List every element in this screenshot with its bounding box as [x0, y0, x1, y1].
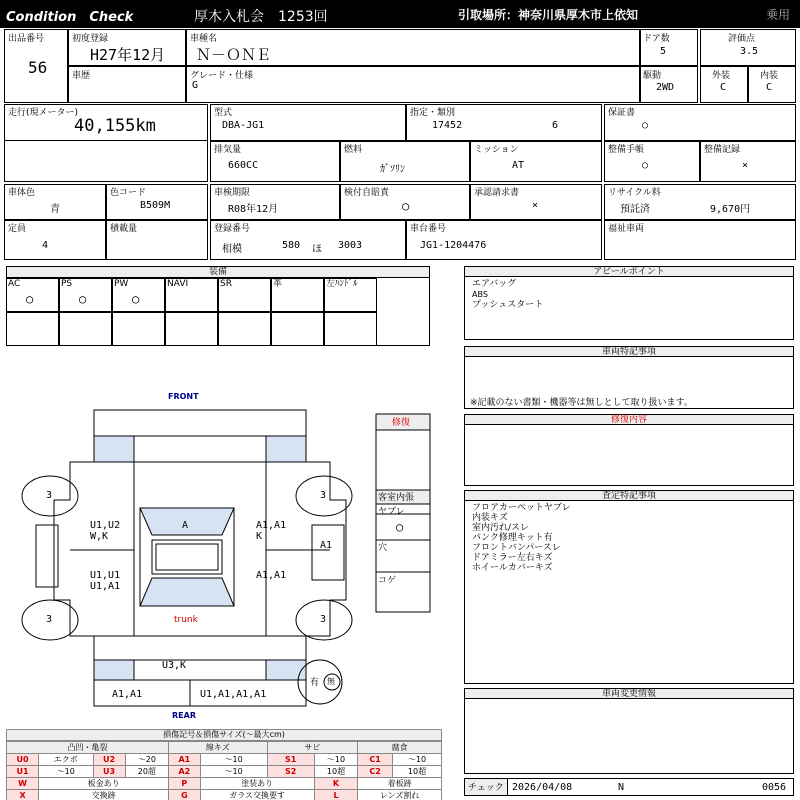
legend-cell: 10超: [314, 766, 358, 778]
tire-front-right: 3: [320, 490, 327, 501]
maint-record-value: ×: [742, 160, 749, 171]
history-label: 車歴: [72, 71, 91, 81]
legend-cell: サビ: [267, 742, 358, 754]
interior-koge: コゲ: [378, 576, 397, 586]
equipment-label: PS: [61, 279, 73, 289]
legend-cell: L: [314, 790, 358, 800]
insurance-value: ○: [402, 199, 410, 213]
capacity-value: 4: [42, 240, 49, 251]
equipment-value: ○: [132, 292, 140, 306]
mark-rear-right: U1,A1,A1,A1: [200, 689, 267, 700]
inspection-note-line: ドアミラー左右キズ: [472, 553, 553, 563]
equipment-value: ○: [79, 292, 87, 306]
equipment-label: 左ﾊﾝﾄﾞﾙ: [326, 279, 358, 289]
approval-value: ×: [532, 200, 539, 211]
legend-cell: C1: [358, 754, 393, 766]
check-date: 2026/04/08: [512, 782, 573, 793]
legend-row: [7, 754, 442, 766]
changes-title: 車両変更情報: [465, 689, 793, 699]
equipment-title: 装備: [7, 267, 429, 278]
capacity-label: 定員: [8, 224, 27, 234]
lot-label: 出品番号: [8, 34, 45, 44]
exterior-value: C: [720, 82, 727, 93]
exterior-label: 外装: [712, 71, 731, 81]
recycle-fee: 9,670円: [710, 204, 751, 215]
grade-value: G: [192, 80, 199, 91]
legend-cell: 20超: [125, 766, 169, 778]
special-note: ※記載のない書類・機器等は無しとして取り扱います。: [470, 398, 693, 408]
chassis-label: 車台番号: [410, 224, 447, 234]
recycle-label: リサイクル料: [608, 188, 661, 198]
reg-no-label: 登録番号: [214, 224, 251, 234]
first-reg-value: H27年12月: [90, 46, 166, 64]
equipment-blank-cell: [112, 312, 165, 346]
appeal-line-2: ABS: [472, 290, 488, 299]
grade-label: グレード・仕様: [190, 71, 254, 81]
legend-cell: P: [169, 778, 200, 790]
mark-right-side: A1: [320, 540, 333, 551]
car-diagram: [0, 380, 460, 725]
designation-label: 指定・類別: [410, 108, 456, 118]
changes-box: [464, 688, 794, 774]
maint-record-label: 整備記録: [704, 145, 741, 155]
inspection-notes-title: 査定特記事項: [465, 491, 793, 501]
equipment-blank-cell: [324, 312, 377, 346]
legend-cell: 〜10: [200, 754, 267, 766]
equipment-label: 革: [273, 279, 283, 289]
warranty-value: ○: [642, 120, 649, 131]
load-label: 積載量: [110, 224, 138, 234]
displacement-label: 排気量: [214, 145, 242, 155]
equipment-value: ○: [26, 292, 34, 306]
inspection-note-line: フロントバンパースレ: [472, 543, 561, 553]
diagram-trunk-label: trunk: [174, 615, 198, 625]
header-bar: [0, 0, 800, 28]
equipment-blank-cell: [59, 312, 112, 346]
legend-cell: 〜10: [39, 766, 93, 778]
equipment-label: AC: [8, 279, 21, 289]
repair-title: 修復内容: [465, 415, 793, 425]
legend-cell: 交換跡: [39, 790, 169, 800]
recycle-status: 預託済: [620, 204, 650, 215]
reg-num: 3003: [338, 240, 363, 251]
mark-left-front-door-2: W,K: [90, 531, 109, 542]
legend-cell: X: [7, 790, 39, 800]
legend-cell: 〜20: [125, 754, 169, 766]
color-code-value: B509M: [140, 200, 171, 211]
inspection-note-line: パンク修理キット有: [472, 533, 553, 543]
appeal-line-1: エアバッグ: [472, 279, 517, 289]
approval-label: 承認請求書: [474, 188, 520, 198]
equipment-blank-cell: [165, 312, 218, 346]
legend-cell: S2: [267, 766, 314, 778]
maint-book-value: ○: [642, 160, 649, 171]
appeal-title: アピールポイント: [465, 267, 793, 277]
type-label: 型式: [214, 108, 233, 118]
legend-cell: 〜10: [200, 766, 267, 778]
legend-cell: W: [7, 778, 39, 790]
legend-cell: U0: [7, 754, 39, 766]
interior-yabure-mark: ○: [396, 520, 404, 534]
mission-label: ミッション: [474, 145, 519, 155]
mark-left-rear-door: U1,U1: [90, 570, 121, 581]
legend-row: [7, 766, 442, 778]
mark-left-rear-door-2: U1,A1: [90, 581, 121, 592]
header-category: 乗用: [766, 8, 791, 22]
grade-box: [186, 66, 640, 103]
tire-rear-left: 3: [46, 614, 53, 625]
legend-cell: 板金あり: [39, 778, 169, 790]
legend-cell: ガラス交換要す: [200, 790, 314, 800]
legend-cell: エクボ: [39, 754, 93, 766]
inspection-note-line: ホイールカバーキズ: [472, 563, 553, 573]
interior-hole: 穴: [378, 543, 388, 553]
legend-cell: G: [169, 790, 200, 800]
type-value: DBA-JG1: [222, 120, 265, 131]
fuel-label: 燃料: [344, 145, 363, 155]
fuel-value: ｶﾞｿﾘﾝ: [380, 164, 405, 175]
legend-table: [6, 741, 442, 800]
equipment-blank-cell: [6, 312, 59, 346]
body-color-value: 青: [50, 204, 60, 215]
legend-cell: 〜10: [392, 754, 441, 766]
inspection-note-line: フロアカーペットヤブレ: [472, 503, 571, 513]
appeal-line-3: プッシュスタート: [472, 300, 544, 310]
reg-class: 580: [282, 240, 301, 251]
tire-rear-right: 3: [320, 614, 327, 625]
equipment-label: NAVI: [167, 279, 189, 289]
legend-cell: 着板跡: [358, 778, 442, 790]
mileage-label: 走行(現メーター): [8, 108, 79, 118]
lot-value: 56: [28, 58, 48, 77]
diagram-front-label: FRONT: [168, 392, 199, 401]
maint-book-label: 整備手帳: [608, 145, 645, 155]
welfare-label: 福祉車両: [608, 224, 645, 234]
chassis-value: JG1-1204476: [420, 240, 487, 251]
mark-right-rear-door: A1,A1: [256, 570, 287, 581]
check-code: N: [618, 782, 625, 793]
legend-cell: 線キズ: [169, 742, 267, 754]
legend-cell: 塗装あり: [200, 778, 314, 790]
check-number: 0056: [762, 782, 787, 793]
interior-value: C: [766, 82, 773, 93]
mark-rear-left: A1,A1: [112, 689, 143, 700]
legend-cell: U3: [93, 766, 125, 778]
equipment-blank-cell: [218, 312, 271, 346]
inspection-notes-box: [464, 490, 794, 684]
designation-value: 17452: [432, 120, 463, 131]
reg-kana: ほ: [312, 244, 322, 255]
mark-hood: A: [182, 520, 189, 531]
mark-left-front-door: U1,U2: [90, 520, 121, 531]
interior-label: 内装: [760, 71, 779, 81]
legend-row: [7, 790, 442, 800]
body-color-label: 車体色: [8, 188, 36, 198]
header-auction: 厚木入札会 1253回: [194, 9, 328, 25]
legend-cell: S1: [267, 754, 314, 766]
legend-row: [7, 742, 442, 754]
repair-mark-box-title: 修復: [392, 418, 411, 428]
header-title: Condition Check: [6, 10, 134, 25]
mileage-divider: [4, 140, 208, 141]
interior-box-title: 客室内張: [378, 493, 415, 503]
model-label: 車種名: [190, 34, 218, 44]
model-value: Ｎ－ＯＮＥ: [196, 46, 272, 64]
legend-title: 損傷記号＆損傷サイズ(〜最大cm): [6, 729, 442, 741]
legend-cell: 10超: [392, 766, 441, 778]
inspection-note-line: 内装キズ: [472, 513, 508, 523]
score-label: 評価点: [728, 34, 756, 44]
legend-cell: レンズ割れ: [358, 790, 442, 800]
legend-cell: U2: [93, 754, 125, 766]
reg-area: 相模: [222, 244, 242, 255]
drive-label: 駆動: [643, 71, 662, 81]
legend-cell: 腐食: [358, 742, 442, 754]
legend-row: [7, 778, 442, 790]
mission-value: AT: [512, 160, 525, 171]
spare-mark: 無: [327, 677, 335, 686]
legend-cell: A2: [169, 766, 200, 778]
warranty-label: 保証書: [608, 108, 636, 118]
mileage-value: 40,155km: [74, 116, 156, 136]
insurance-label: 検付自賠責: [344, 188, 390, 198]
equipment-blank-cell: [271, 312, 324, 346]
legend-cell: K: [314, 778, 358, 790]
doors-label: ドア数: [643, 34, 670, 44]
inspection-note-line: 室内汚れ/スレ: [472, 523, 530, 533]
diagram-rear-label: REAR: [172, 711, 196, 720]
header-pickup: 引取場所：神奈川県厚木市上依知: [458, 8, 639, 22]
tire-front-left: 3: [46, 490, 53, 501]
color-code-label: 色コード: [110, 188, 147, 198]
legend-cell: 〜10: [314, 754, 358, 766]
inspection-label: 車検期限: [214, 188, 251, 198]
interior-yabure: ヤブレ: [378, 507, 405, 517]
legend-cell: A1: [169, 754, 200, 766]
mark-rear-bumper: U3,K: [162, 660, 187, 671]
doors-value: 5: [660, 46, 667, 57]
first-reg-label: 初度登録: [72, 34, 109, 44]
legend-cell: U1: [7, 766, 39, 778]
classification-value: 6: [552, 120, 559, 131]
inspection-value: R08年12月: [228, 204, 279, 215]
mark-right-front-door-2: K: [256, 531, 263, 542]
equipment-label: PW: [114, 279, 129, 289]
displacement-value: 660CC: [228, 160, 259, 171]
legend-cell: 凸凹・亀裂: [7, 742, 169, 754]
legend: [6, 729, 442, 800]
score-value: 3.5: [740, 46, 759, 57]
drive-value: 2WD: [656, 82, 675, 93]
special-title: 車両特記事項: [465, 347, 793, 357]
legend-cell: C2: [358, 766, 393, 778]
check-label: チェック: [468, 783, 504, 793]
spare-label: 有: [310, 678, 320, 688]
mark-right-front-door: A1,A1: [256, 520, 287, 531]
equipment-label: SR: [220, 279, 232, 289]
